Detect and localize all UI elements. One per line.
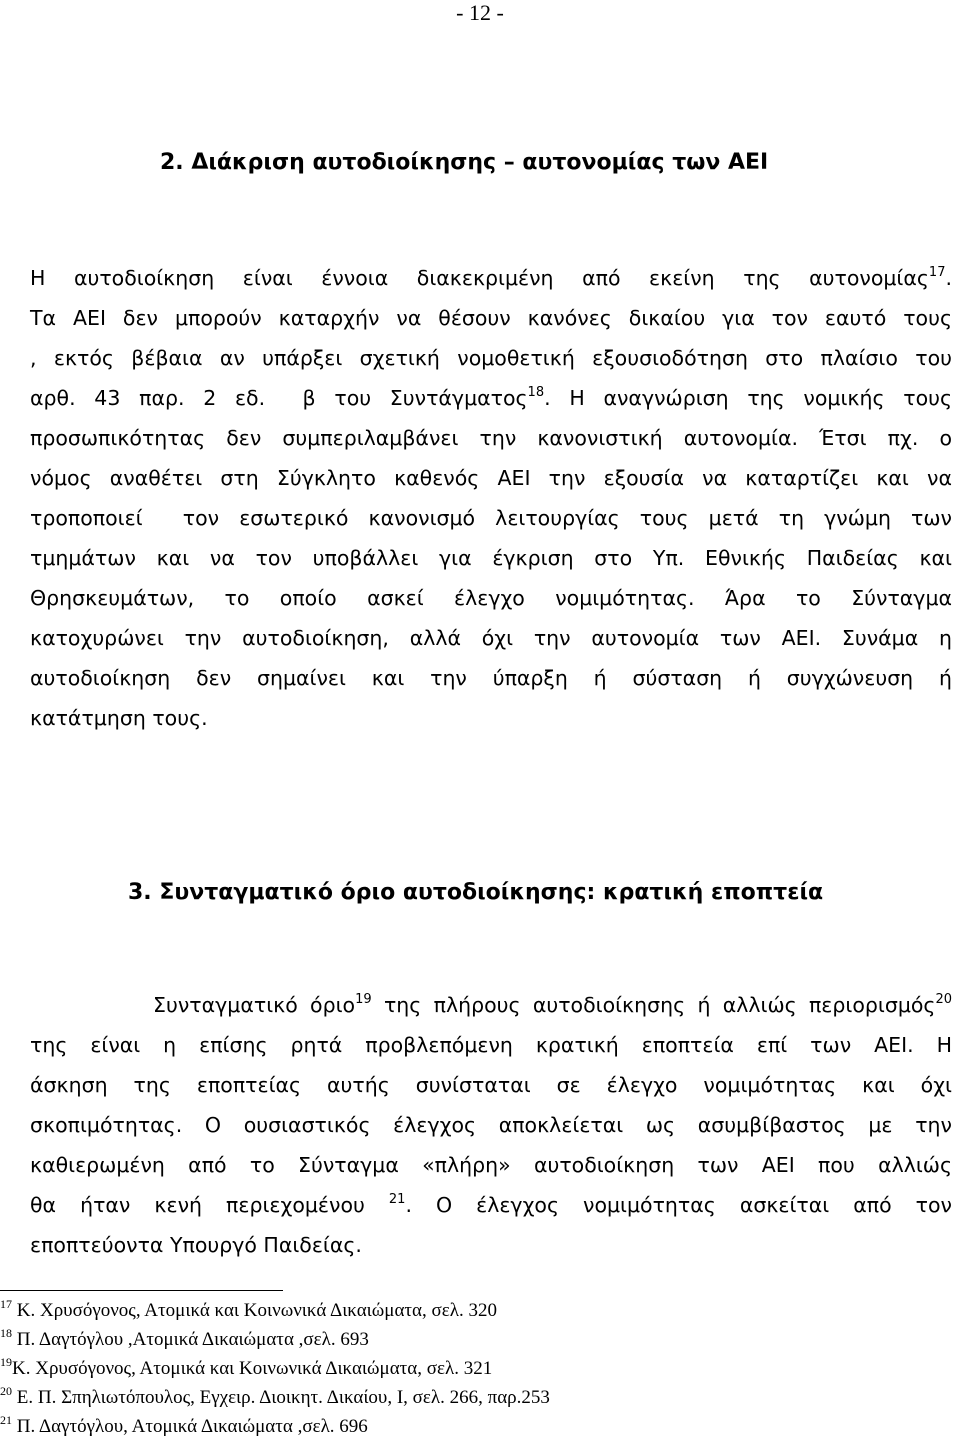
footnote-text: Π. Δαγτόγλου, Ατομικά Δικαιώματα ,σελ. 696 [12, 1416, 368, 1437]
footnote-text: Π. Δαγτόγλου ,Ατομικά Δικαιώματα ,σελ. 693 [12, 1329, 369, 1350]
footnote-text: Κ. Χρυσόγονος, Ατομικά και Κοινωνικά Δικαιώματα, σελ. 320 [12, 1300, 497, 1321]
footnote-17 [0, 1297, 497, 1325]
section-3-line [30, 1065, 952, 1105]
section-2-line [30, 498, 952, 538]
section-3-line [30, 1105, 952, 1145]
section-2-body [30, 258, 952, 738]
footnote-21 [0, 1413, 368, 1441]
line-text: θα ήταν κενή περιεχομένου [30, 1193, 389, 1217]
footnote-number: 17 [0, 1297, 12, 1311]
footnote-20 [0, 1384, 550, 1412]
section-2-line [30, 298, 952, 338]
line-text: Η αυτοδιοίκηση είναι έννοια διακεκριμένη από εκείνη της αυτονομίας [30, 266, 929, 290]
section-2-line [30, 578, 952, 618]
line-text: νόμος αναθέτει στη Σύγκλητο καθενός ΑΕΙ την εξουσία να καταρτίζει και να [30, 466, 952, 490]
page-number: - 12 - [456, 0, 504, 25]
section-2-line [30, 618, 952, 658]
line-text: αρθ. 43 παρ. 2 εδ. β του Συντάγματος [30, 386, 528, 410]
section-3-line [30, 1185, 952, 1225]
section-2-line [30, 538, 952, 578]
footnote-ref: 17 [928, 265, 946, 280]
footnote-ref: 18 [527, 385, 545, 400]
section-2-line [30, 378, 952, 418]
section-2-line [30, 658, 952, 698]
footnote-ref: 19 [355, 992, 372, 1007]
section-2-line [30, 258, 952, 298]
footnote-18 [0, 1326, 369, 1354]
line-text: καθιερωμένη από το Σύνταγμα «πλήρη» αυτοδιοίκηση των ΑΕΙ που αλλιώς [30, 1153, 952, 1177]
section-2-heading: 2. Διάκριση αυτοδιοίκησης – αυτονομίας των ΑΕΙ [160, 150, 769, 175]
line-text: της πλήρους αυτοδιοίκησης ή αλλιώς περιορισμός [371, 993, 936, 1017]
section-3-line [30, 985, 952, 1025]
footnote-separator [0, 1290, 283, 1291]
line-text: Τα ΑΕΙ δεν μπορούν καταρχήν να θέσουν κανόνες δικαίου για τον εαυτό τους [30, 306, 952, 330]
line-text: της είναι η επίσης ρητά προβλεπόμενη κρατική εποπτεία επί των ΑΕΙ. Η [30, 1033, 952, 1057]
footnote-number: 21 [0, 1413, 12, 1427]
line-text: . Η αναγνώριση της νομικής τους [544, 386, 953, 410]
section-2-line [30, 338, 952, 378]
line-text: . Ο έλεγχος νομιμότητας ασκείται από τον [405, 1193, 952, 1217]
line-text: άσκηση της εποπτείας αυτής συνίσταται σε έλεγχο νομιμότητας και όχι [30, 1073, 952, 1097]
footnote-ref: 20 [935, 992, 952, 1007]
section-3-line [30, 1025, 952, 1065]
line-text: τμημάτων και να τον υποβάλλει για έγκριση στο Υπ. Εθνικής Παιδείας και [30, 546, 952, 570]
section-3-line [30, 1225, 952, 1265]
line-text: αυτοδιοίκηση δεν σημαίνει και την ύπαρξη ή σύσταση ή συγχώνευση ή [30, 666, 952, 690]
line-text: προσωπικότητας δεν συμπεριλαμβάνει την κανονιστική αυτονομία. Έτσι πχ. ο [30, 426, 952, 450]
footnote-19 [0, 1355, 492, 1383]
section-3-heading: 3. Συνταγματικό όριο αυτοδιοίκησης: κρατική εποπτεία [128, 880, 824, 905]
line-text: τροποποιεί τον εσωτερικό κανονισμό λειτουργίας τους μετά τη γνώμη των [30, 506, 952, 530]
line-text: σκοπιμότητας. Ο ουσιαστικός έλεγχος αποκλείεται ως ασυμβίβαστος με την [30, 1113, 952, 1137]
section-3-body [30, 985, 952, 1265]
footnote-number: 18 [0, 1326, 12, 1340]
line-text: εποπτεύοντα Υπουργό Παιδείας. [30, 1233, 362, 1257]
footnote-ref: 21 [388, 1192, 406, 1207]
line-text: Θρησκευμάτων, το οποίο ασκεί έλεγχο νομιμότητας. Άρα το Σύνταγμα [30, 586, 952, 610]
line-text: , εκτός βέβαια αν υπάρξει σχετική νομοθετική εξουσιοδότηση στο πλαίσιο του [30, 346, 952, 370]
footnote-number: 20 [0, 1384, 12, 1398]
section-2-line [30, 418, 952, 458]
footnote-text: Ε. Π. Σπηλιωτόπουλος, Εγχειρ. Διοικητ. Δικαίου, Ι, σελ. 266, παρ.253 [12, 1387, 550, 1408]
footnote-number: 19 [0, 1355, 12, 1369]
section-2-line [30, 458, 952, 498]
section-3-line [30, 1145, 952, 1185]
line-text: κατάτμηση τους. [30, 706, 208, 730]
line-text: κατοχυρώνει την αυτοδιοίκηση, αλλά όχι την αυτονομία των ΑΕΙ. Συνάμα η [30, 626, 952, 650]
footnote-text: Κ. Χρυσόγονος, Ατομικά και Κοινωνικά Δικαιώματα, σελ. 321 [12, 1358, 493, 1379]
line-text: . [945, 266, 952, 290]
section-2-line [30, 698, 952, 738]
line-text: Συνταγματικό όριο [30, 993, 356, 1017]
